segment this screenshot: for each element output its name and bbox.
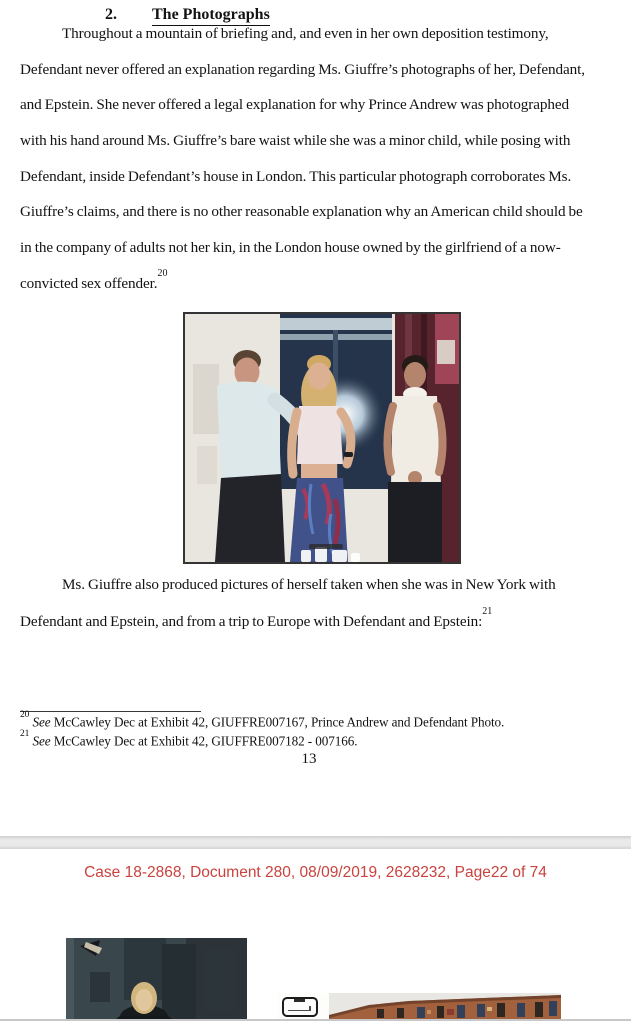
body-line: Ms. Giuffre also produced pictures of herself taken when she was in New York with (62, 576, 556, 593)
bottom-right-photograph (277, 993, 561, 1019)
camera-back-icon (282, 997, 318, 1017)
camera-back-line (288, 1010, 310, 1012)
paragraph-2 (20, 576, 620, 647)
body-line: and Epstein. She never offered a legal explanation for why Prince Andrew was photographed (20, 96, 569, 114)
camera-back-tick (309, 1006, 311, 1011)
page-number: 13 (301, 751, 317, 767)
main-photograph (183, 312, 461, 564)
main-photograph-image (185, 314, 459, 562)
court-stamp: Case 18-2868, Document 280, 08/09/2019, 2628232, Page22 of 74 (84, 864, 547, 881)
body-line: with his hand around Ms. Giuffre’s bare waist while she was a minor child, while posing with (20, 131, 571, 149)
window-edge-line (0, 1019, 631, 1021)
section-title: The Photographs (152, 6, 270, 26)
body-line: convicted sex offender.$^{20}$ (20, 268, 168, 293)
body-line: Defendant and Epstein, and from a trip to Europe with Defendant and Epstein:$^{21}$ (20, 605, 493, 630)
bottom-left-photograph-image (66, 938, 247, 1019)
body-line: Defendant, inside Defendant’s house in London. This particular photograph corroborates Ms. (20, 167, 572, 185)
body-line: Giuffre’s claims, and there is no other reasonable explanation why an American child should be (20, 203, 583, 221)
footnote: $^{20}$ See McCawley Dec at Exhibit 42, GIUFFRE007167, Prince Andrew and Defendant Photo. (20, 710, 505, 730)
footnote-reference: 21 (482, 605, 493, 617)
bottom-left-photograph (66, 938, 247, 1019)
section-number: 2. (105, 6, 117, 23)
footnote: $^{21}$ See McCawley Dec at Exhibit 42, GIUFFRE007182 - 007166. (20, 728, 358, 748)
camera-back-notch (294, 999, 305, 1002)
building-photograph-image (329, 993, 561, 1019)
footnote-reference: 20 (157, 268, 168, 280)
body-line: Defendant never offered an explanation regarding Ms. Giuffre’s photographs of her, Defendant, (20, 60, 585, 78)
body-line: Throughout a mountain of briefing and, and even in her own deposition testimony, (62, 25, 549, 42)
paragraph-1 (20, 25, 620, 310)
page-separator-bar (0, 836, 631, 849)
footnote-separator (20, 711, 201, 712)
body-line: in the company of adults not her kin, in the London house owned by the girlfriend of a now- (20, 238, 561, 256)
footnotes (20, 710, 620, 751)
